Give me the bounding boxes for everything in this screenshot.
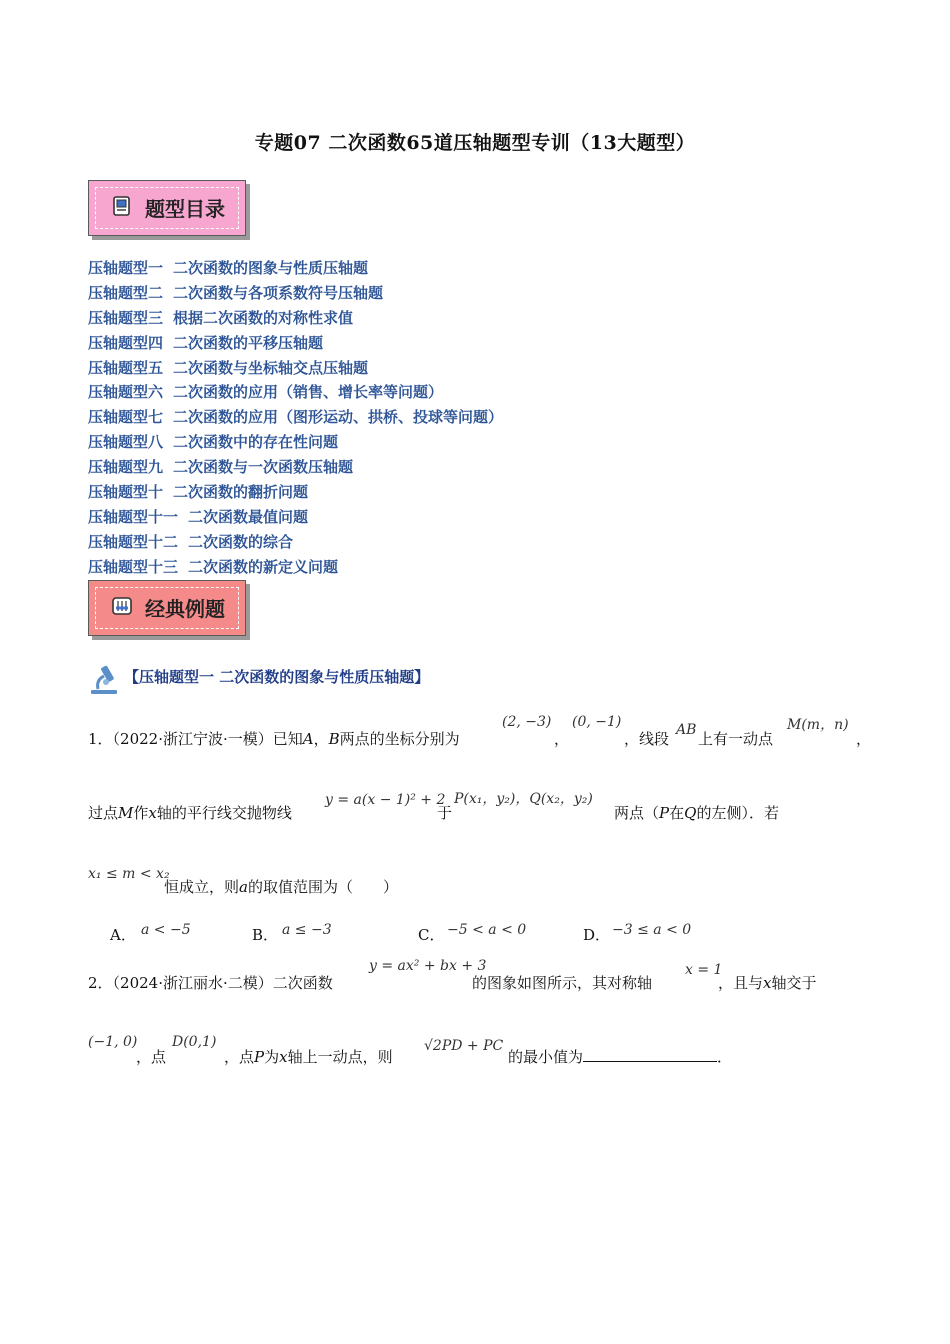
option-c[interactable]: C． — [418, 926, 445, 944]
book-icon — [111, 195, 133, 217]
q2-line2-mid: ，点P为x轴上一动点，则 — [224, 1048, 393, 1066]
answer-blank[interactable] — [583, 1047, 717, 1062]
page-title: 专题07 二次函数65道压轴题型专训（13大题型） — [254, 132, 696, 154]
points-pq-formula: P(x₁，y₂)，Q(x₂，y₂) — [454, 791, 593, 807]
option-a-formula: a < −5 — [141, 922, 191, 938]
microscope-icon — [88, 662, 124, 696]
toc-item[interactable]: 压轴题型十 二次函数的翻折问题 — [88, 483, 309, 502]
toc-item[interactable]: 压轴题型五 二次函数与坐标轴交点压轴题 — [88, 358, 369, 377]
toc-item[interactable]: 压轴题型十一 二次函数最值问题 — [88, 507, 309, 526]
point-d-formula: D(0,1) — [172, 1034, 217, 1050]
axis-formula: x = 1 — [685, 962, 723, 978]
q2-line2-tail: 的最小值为 ． — [508, 1048, 733, 1066]
q1-line3: 恒成立，则a的取值范围为（ ） — [164, 878, 398, 896]
examples-banner-label: 经典例题 — [145, 597, 225, 621]
toc-item[interactable]: 压轴题型十三 二次函数的新定义问题 — [88, 557, 339, 576]
q1-line2: 过点M作x轴的平行线交抛物线 — [88, 804, 292, 822]
q1-line2-tail: 两点（P在Q的左侧）．若 — [614, 804, 779, 822]
point-m-formula: M(m，n) — [787, 717, 849, 733]
quadratic-formula: y = ax² + bx + 3 — [369, 958, 487, 974]
intercept-formula: (−1, 0) — [88, 1034, 138, 1050]
toc-item[interactable]: 压轴题型七 二次函数的应用（图形运动、拱桥、投球等问题） — [88, 408, 504, 427]
expression-formula: √2PD + PC — [424, 1038, 504, 1054]
q1-text-segment: ，线段 — [624, 730, 670, 748]
q1-sep: ， — [554, 730, 570, 748]
parabola-formula: y = a(x − 1)² + 2 — [325, 792, 446, 808]
q1-comma: ， — [856, 730, 872, 748]
option-b[interactable]: B． — [252, 926, 279, 944]
option-a[interactable]: A． — [110, 926, 136, 944]
inequality-formula: x₁ ≤ m < x₂ — [88, 866, 170, 882]
option-d[interactable]: D． — [583, 926, 611, 944]
toc-item[interactable]: 压轴题型六 二次函数的应用（销售、增长率等问题） — [88, 383, 444, 402]
q1-yu: 于 — [437, 804, 453, 822]
q2-text-graph: 的图象如图所示，其对称轴 — [472, 974, 653, 992]
option-d-formula: −3 ≤ a < 0 — [612, 922, 692, 938]
toc-item[interactable]: 压轴题型一 二次函数的图象与性质压轴题 — [88, 259, 369, 277]
option-b-formula: a ≤ −3 — [282, 922, 332, 938]
toc-banner-label: 题型目录 — [145, 197, 225, 221]
segment-ab: AB — [676, 722, 697, 738]
q2-text-intersect: ，且与x轴交于 — [718, 974, 817, 992]
toc-item[interactable]: 压轴题型二 二次函数与各项系数符号压轴题 — [88, 283, 384, 302]
q2-dian: ，点 — [136, 1048, 167, 1066]
point-a-formula: (2, −3) — [502, 714, 552, 730]
toc-item[interactable]: 压轴题型九 二次函数与一次函数压轴题 — [88, 458, 354, 477]
option-c-formula: −5 < a < 0 — [447, 922, 527, 938]
toc-item[interactable]: 压轴题型八 二次函数中的存在性问题 — [88, 433, 339, 452]
q2-line1: 2．（2024·浙江丽水·二模）二次函数 — [88, 974, 333, 992]
toc-item[interactable]: 压轴题型三 根据二次函数的对称性求值 — [88, 308, 354, 327]
toc-banner — [88, 180, 246, 236]
toc-item[interactable]: 压轴题型四 二次函数的平移压轴题 — [88, 333, 324, 352]
toc-item[interactable]: 压轴题型十二 二次函数的综合 — [88, 532, 294, 551]
examples-banner — [88, 580, 246, 636]
toc-list — [88, 256, 503, 580]
section-title: 【压轴题型一 二次函数的图象与性质压轴题】 — [124, 668, 430, 686]
q1-line1: 1．（2022·浙江宁波·一模）已知A，B两点的坐标分别为 — [88, 730, 460, 748]
point-b-formula: (0, −1) — [572, 714, 622, 730]
q1-text-moving: 上有一动点 — [698, 730, 774, 748]
abacus-icon — [111, 595, 133, 617]
